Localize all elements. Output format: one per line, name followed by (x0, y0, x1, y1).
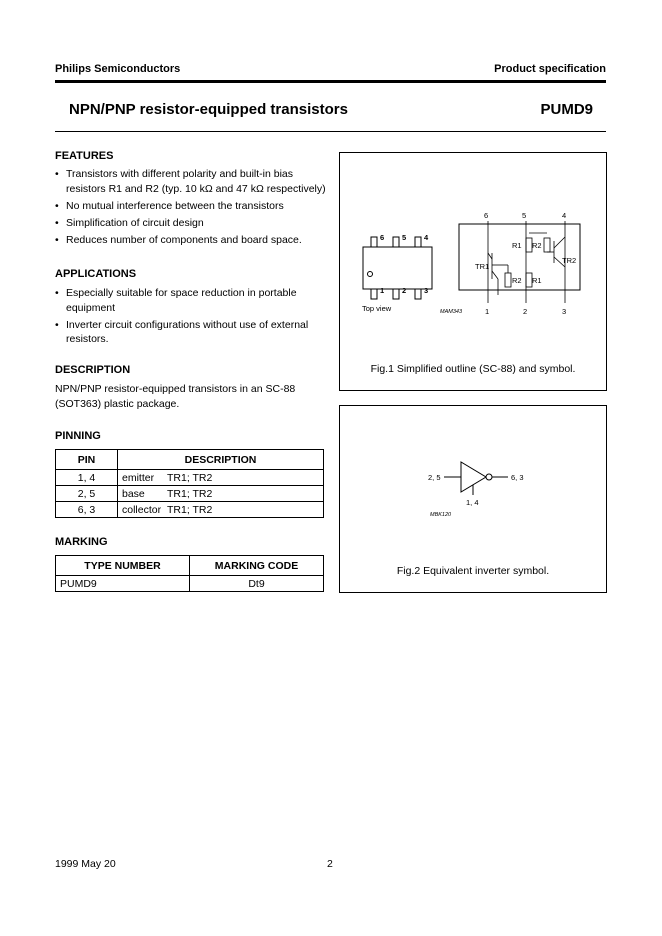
marking-code-cell: Dt9 (190, 576, 324, 592)
pinning-table (55, 449, 324, 518)
marking-heading: MARKING (55, 536, 108, 548)
pin-cell: 1, 4 (56, 470, 118, 486)
pin-description-cell (118, 486, 324, 502)
symbol-pin-label: 6 (484, 211, 489, 220)
package-pin (371, 289, 377, 299)
description-heading: DESCRIPTION (55, 364, 131, 376)
r1-label: R1 (512, 241, 522, 250)
pin-function: collector (122, 503, 162, 516)
figure-2-caption: Fig.2 Equivalent inverter symbol. (396, 565, 550, 577)
package-pin (393, 237, 399, 247)
package-pin (393, 289, 399, 299)
features-list (55, 167, 330, 250)
ground-label: 1, 4 (466, 498, 479, 507)
tr1-label: TR1 (475, 262, 490, 271)
input-label: 2, 5 (428, 473, 441, 482)
package-pin-label: 6 (380, 233, 385, 242)
features-heading: FEATURES (55, 150, 114, 162)
table-header-row (56, 450, 324, 470)
pin-transistors: TR1; TR2 (167, 503, 213, 516)
page-title: NPN/PNP resistor-equipped transistors (69, 101, 348, 118)
column-header: DESCRIPTION (118, 450, 324, 470)
package-pin-label: 1 (380, 286, 385, 295)
drawing-code: MBK120 (430, 512, 452, 518)
part-number: PUMD9 (540, 101, 593, 118)
r2-label: R2 (532, 241, 542, 250)
pin-cell: 2, 5 (56, 486, 118, 502)
feature-item: • Transistors with different polarity and built-in bias resistors R1 and R2 (typ. 10 kΩ and 47 kΩ respectively) (55, 167, 330, 196)
symbol-pin-label: 1 (485, 307, 490, 316)
output-label: 6, 3 (511, 473, 524, 482)
r2-label: R2 (512, 276, 522, 285)
applications-heading: APPLICATIONS (55, 268, 137, 280)
figure-2 (339, 405, 607, 593)
fig1-drawing (340, 153, 606, 390)
type-number-cell: PUMD9 (56, 576, 190, 592)
package-pin (415, 289, 421, 299)
header-company: Philips Semiconductors (55, 63, 181, 75)
page-number: 2 (327, 858, 333, 870)
description-text: NPN/PNP resistor-equipped transistors in an SC-88 (SOT363) plastic package. (55, 383, 296, 410)
package-pin-label: 3 (424, 286, 429, 295)
table-row (56, 470, 324, 486)
package-pin-label: 4 (424, 233, 429, 242)
header-rule (55, 80, 606, 83)
symbol-pin-label: 3 (562, 307, 567, 316)
pin-description-cell (118, 470, 324, 486)
column-header: MARKING CODE (190, 556, 324, 576)
application-item: • Inverter circuit configurations without use of external resistors. (55, 318, 317, 347)
table-row (56, 486, 324, 502)
tr2-label: TR2 (562, 256, 577, 265)
inverter-symbol (444, 462, 508, 495)
pin-function: base (122, 487, 145, 500)
title-rule (55, 131, 606, 132)
package-pin-label: 5 (402, 233, 407, 242)
package-pin (371, 237, 377, 247)
circuit-wiring (488, 221, 565, 303)
feature-item: • No mutual interference between the transistors (55, 199, 330, 214)
marking-table (55, 555, 324, 592)
pin-cell: 6, 3 (56, 502, 118, 518)
application-item: • Especially suitable for space reduction in portable equipment (55, 286, 317, 315)
symbol-pin-label: 2 (523, 307, 528, 316)
symbol-pin-label: 4 (562, 211, 567, 220)
pin-transistors: TR1; TR2 (167, 487, 213, 500)
top-view-label: Top view (362, 304, 392, 313)
column-header: TYPE NUMBER (56, 556, 190, 576)
symbol-pin-label: 5 (522, 211, 527, 220)
package-pin-label: 2 (402, 286, 407, 295)
pin-function: emitter (122, 471, 155, 484)
drawing-code: MAM343 (440, 309, 463, 315)
package-body (363, 247, 432, 289)
pinning-heading: PINNING (55, 430, 101, 442)
table-row (56, 576, 324, 592)
table-header-row (56, 556, 324, 576)
figure-1 (339, 152, 607, 391)
figure-1-caption: Fig.1 Simplified outline (SC-88) and symbol. (370, 363, 576, 375)
r1-label: R1 (532, 276, 542, 285)
pin-transistors: TR1; TR2 (167, 471, 213, 484)
applications-list (55, 286, 317, 349)
package-pin (415, 237, 421, 247)
table-row (56, 502, 324, 518)
column-header: PIN (56, 450, 118, 470)
header-doc-type: Product specification (494, 63, 606, 75)
footer-date: 1999 May 20 (55, 858, 116, 870)
feature-item: • Simplification of circuit design (55, 216, 330, 231)
feature-item: • Reduces number of components and board space. (55, 233, 330, 248)
pin-description-cell (118, 502, 324, 518)
